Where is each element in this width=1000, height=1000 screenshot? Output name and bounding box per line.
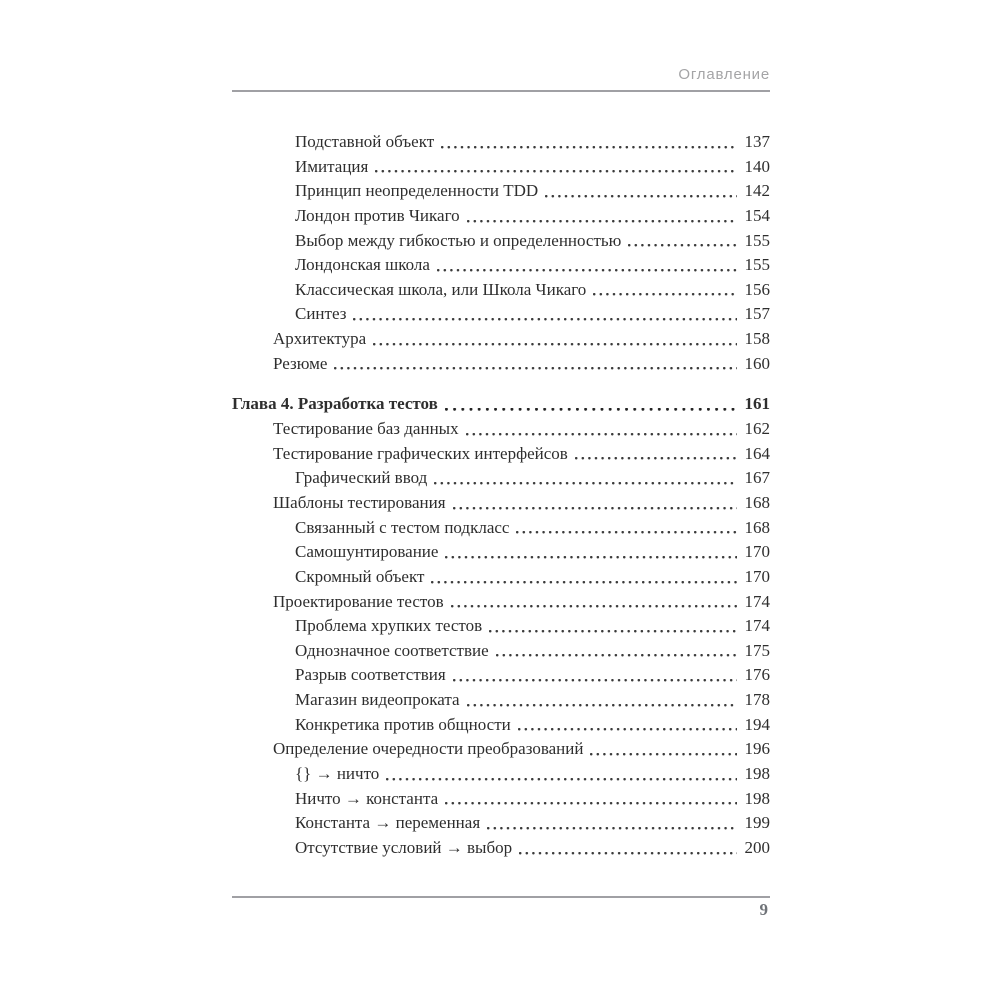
dot-leader xyxy=(593,293,737,296)
toc-entry xyxy=(232,614,770,639)
toc-entry xyxy=(232,442,770,467)
toc-entry-page: 167 xyxy=(744,468,770,488)
toc-entry-page: 196 xyxy=(744,739,770,759)
toc-entry-title: Резюме xyxy=(273,353,328,373)
toc-entry-title: Подставной объект xyxy=(295,132,435,151)
dot-leader xyxy=(431,581,737,584)
toc-entry-page: 158 xyxy=(744,329,770,349)
toc-entry xyxy=(232,491,770,516)
toc-entry-title: Связанный с тестом подкласс xyxy=(295,517,510,537)
dot-leader xyxy=(451,605,737,608)
toc-entry-title: Шаблоны тестирования xyxy=(273,492,446,512)
toc-entry-page: 155 xyxy=(744,230,770,250)
toc-entry xyxy=(232,392,770,417)
toc-entry-title: Классическая школа, или Школа Чикаго xyxy=(295,279,587,299)
dot-leader xyxy=(441,146,737,149)
toc-entry xyxy=(232,811,770,836)
toc-entry-page: 140 xyxy=(744,156,770,176)
toc-entry-title: Отсутствие условий → выбор xyxy=(295,837,513,857)
toc-entry xyxy=(232,565,770,590)
toc-entry-title: Тестирование баз данных xyxy=(273,419,459,439)
toc-entry-title: Магазин видеопроката xyxy=(295,690,460,710)
toc-entry xyxy=(232,155,770,180)
dot-leader xyxy=(386,778,737,781)
toc-entry xyxy=(232,762,770,787)
toc-entry xyxy=(232,639,770,664)
toc-entry-title: Определение очередности преобразований xyxy=(273,739,584,759)
toc-entry xyxy=(232,466,770,491)
toc-entry-page: 168 xyxy=(744,492,770,512)
toc-entry-page: 142 xyxy=(744,181,770,201)
dot-leader xyxy=(489,630,737,633)
toc-entry xyxy=(232,179,770,204)
toc-entry-title: Проектирование тестов xyxy=(273,591,444,611)
toc-entry xyxy=(232,352,770,377)
toc-entry-title: Однозначное соответствие xyxy=(295,640,489,660)
toc-entry-title: Лондонская школа xyxy=(295,255,430,275)
toc-entry-page: 198 xyxy=(744,764,770,784)
toc-entry xyxy=(232,787,770,812)
dot-leader xyxy=(487,827,737,830)
toc-entry-page: 178 xyxy=(744,690,770,710)
toc-entry xyxy=(232,302,770,327)
dot-leader xyxy=(496,654,737,657)
toc-entry-page: 160 xyxy=(744,353,770,373)
toc-entry-title: Синтез xyxy=(295,304,347,324)
toc-entry-title: Конкретика против общности xyxy=(295,714,511,734)
toc-entry xyxy=(232,278,770,303)
toc-entry-page: 154 xyxy=(744,205,770,225)
dot-leader xyxy=(466,433,737,436)
dot-leader xyxy=(516,531,737,534)
toc-entry-page: 137 xyxy=(744,132,770,151)
toc-entry-title: {} → ничто xyxy=(295,764,380,784)
dot-leader xyxy=(590,753,737,756)
toc-entry-title: Разрыв соответствия xyxy=(295,665,446,685)
dot-leader xyxy=(334,367,737,370)
dot-leader xyxy=(545,195,737,198)
toc-entry xyxy=(232,130,770,155)
toc-entry-page: 168 xyxy=(744,517,770,537)
dot-leader xyxy=(628,244,737,247)
dot-leader xyxy=(445,802,737,805)
toc-entry-page: 174 xyxy=(744,591,770,611)
dot-leader xyxy=(353,318,737,321)
page-footer xyxy=(232,896,770,920)
toc-entry-title: Имитация xyxy=(295,156,369,176)
toc-entry-page: 175 xyxy=(744,640,770,660)
dot-leader xyxy=(467,704,737,707)
toc-entry-title: Графический ввод xyxy=(295,468,428,488)
toc-entry-page: 174 xyxy=(744,616,770,636)
toc-entry-title: Тестирование графических интерфейсов xyxy=(273,443,568,463)
dot-leader xyxy=(445,556,737,559)
toc-entry-title: Лондон против Чикаго xyxy=(295,205,460,225)
toc-entry xyxy=(232,327,770,352)
running-head xyxy=(232,66,770,84)
toc-entry xyxy=(232,737,770,762)
toc-entry-title: Самошунтирование xyxy=(295,542,439,562)
toc-entry xyxy=(232,229,770,254)
toc-entry xyxy=(232,688,770,713)
dot-leader xyxy=(518,728,737,731)
footer-rule xyxy=(232,896,770,898)
toc-entry-page: 164 xyxy=(744,443,770,463)
dot-leader xyxy=(467,220,737,223)
dot-leader xyxy=(445,408,737,411)
toc-entry-page: 161 xyxy=(744,394,770,414)
dot-leader xyxy=(453,507,737,510)
toc-entry-title: Константа → переменная xyxy=(295,813,481,833)
toc-entry-page: 156 xyxy=(744,279,770,299)
toc-entry-page: 194 xyxy=(744,714,770,734)
header-rule xyxy=(232,90,770,92)
toc-entry-page: 170 xyxy=(744,542,770,562)
toc-entry-title: Глава 4. Разработка тестов xyxy=(232,394,438,414)
toc-list xyxy=(232,130,770,861)
toc-entry xyxy=(232,836,770,861)
toc-entry-title: Архитектура xyxy=(273,329,367,349)
toc-entry xyxy=(232,417,770,442)
dot-leader xyxy=(575,457,737,460)
dot-leader xyxy=(519,852,737,855)
toc-entry-title: Проблема хрупких тестов xyxy=(295,616,483,636)
toc-entry xyxy=(232,663,770,688)
toc-entry xyxy=(232,253,770,278)
toc-entry-page: 200 xyxy=(744,837,770,857)
toc-entry-page: 162 xyxy=(744,419,770,439)
toc-entry-page: 199 xyxy=(744,813,770,833)
toc-entry-page: 198 xyxy=(744,788,770,808)
dot-leader xyxy=(453,679,737,682)
toc-entry xyxy=(232,590,770,615)
toc-entry-title: Скромный объект xyxy=(295,566,425,586)
toc-entry-page: 155 xyxy=(744,255,770,275)
toc-entry-page: 170 xyxy=(744,566,770,586)
dot-leader xyxy=(375,170,737,173)
dot-leader xyxy=(434,482,737,485)
toc-entry-title: Принцип неопределенности TDD xyxy=(295,181,539,201)
dot-leader xyxy=(373,343,737,346)
toc-entry-page: 176 xyxy=(744,665,770,685)
page-number: 9 xyxy=(759,900,768,919)
toc-entry-page: 157 xyxy=(744,304,770,324)
running-head-title: Оглавление xyxy=(678,66,770,83)
toc-entry xyxy=(232,204,770,229)
dot-leader xyxy=(437,269,737,272)
toc-entry xyxy=(232,516,770,541)
toc-entry-title: Ничто → константа xyxy=(295,788,439,808)
toc-entry-title: Выбор между гибкостью и определенностью xyxy=(295,230,622,250)
toc-entry xyxy=(232,713,770,738)
toc-entry xyxy=(232,540,770,565)
